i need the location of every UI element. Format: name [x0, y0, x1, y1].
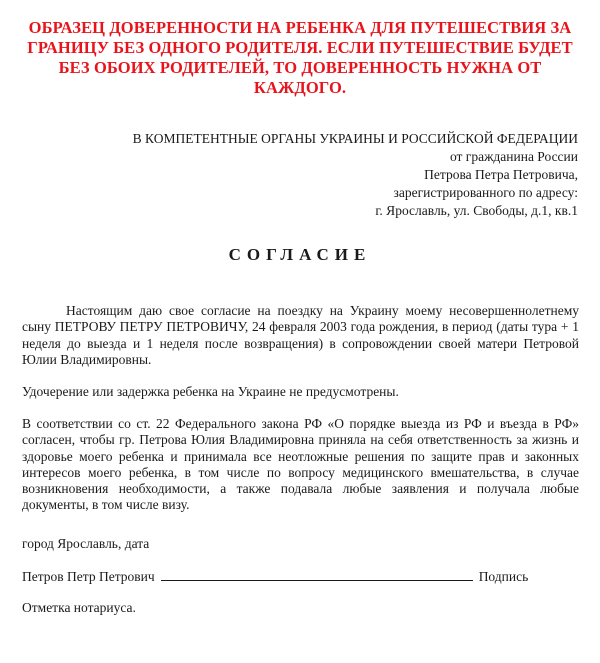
- addressee-address: г. Ярославль, ул. Свободы, д.1, кв.1: [375, 203, 578, 218]
- adoption-note-paragraph: Удочерение или задержка ребенка на Украине не предусмотрены.: [22, 384, 399, 399]
- notary-mark: Отметка нотариуса.: [22, 600, 136, 615]
- sample-warning-header: ОБРАЗЕЦ ДОВЕРЕННОСТИ НА РЕБЕНКА ДЛЯ ПУТЕШЕСТВИЯ ЗА ГРАНИЦУ БЕЗ ОДНОГО РОДИТЕЛЯ. ЕСЛИ ПУТЕШЕСТВИЕ БУДЕТ БЕЗ ОБОИХ РОДИТЕЛЕЙ, ТО ДОВЕРЕННОСТЬ НУЖНА ОТ КАЖДОГО.: [27, 18, 573, 97]
- signature-row: [22, 568, 582, 585]
- consent-paragraph: Настоящим даю свое согласие на поездку на Украину моему несовершеннолетнему сыну ПЕТРОВУ ПЕТРУ ПЕТРОВИЧУ, 24 февраля 2003 года рождения, в период (даты тура + 1 неделя до выезда и 1 неделя после возвращения) в сопровождении своей матери Петровой Юлии Владимировны.: [22, 303, 579, 367]
- city-date: город Ярославль, дата: [22, 536, 150, 551]
- responsibility-paragraph: В соответствии со ст. 22 Федерального закона РФ «О порядке выезда из РФ и въезда в РФ» согласен, чтобы гр. Петрова Юлия Владимировна приняла на себя ответственность за жизнь и здоровье моего ребенка и принимала все неотложные решения по защите прав и законных интересов моего ребенка, в том числе по вопросу медицинского вмешательства, в случае возникновения необходимости, а также подавала любые заявления и получала любые документы, в том числе визу.: [22, 416, 579, 513]
- addressee-registered: зарегистрированного по адресу:: [393, 185, 578, 200]
- signature-label: Подпись: [478, 569, 529, 584]
- addressee-block: [18, 130, 578, 220]
- addressee-from: от гражданина России: [449, 149, 578, 164]
- addressee-authority: В КОМПЕТЕНТНЫЕ ОРГАНЫ УКРАИНЫ И РОССИЙСКОЙ ФЕДЕРАЦИИ: [132, 131, 578, 146]
- document-title: СОГЛАСИЕ: [228, 245, 372, 264]
- addressee-name: Петрова Петра Петровича,: [424, 167, 578, 182]
- signature-line: [161, 568, 473, 581]
- signer-name: Петров Петр Петрович: [22, 569, 155, 584]
